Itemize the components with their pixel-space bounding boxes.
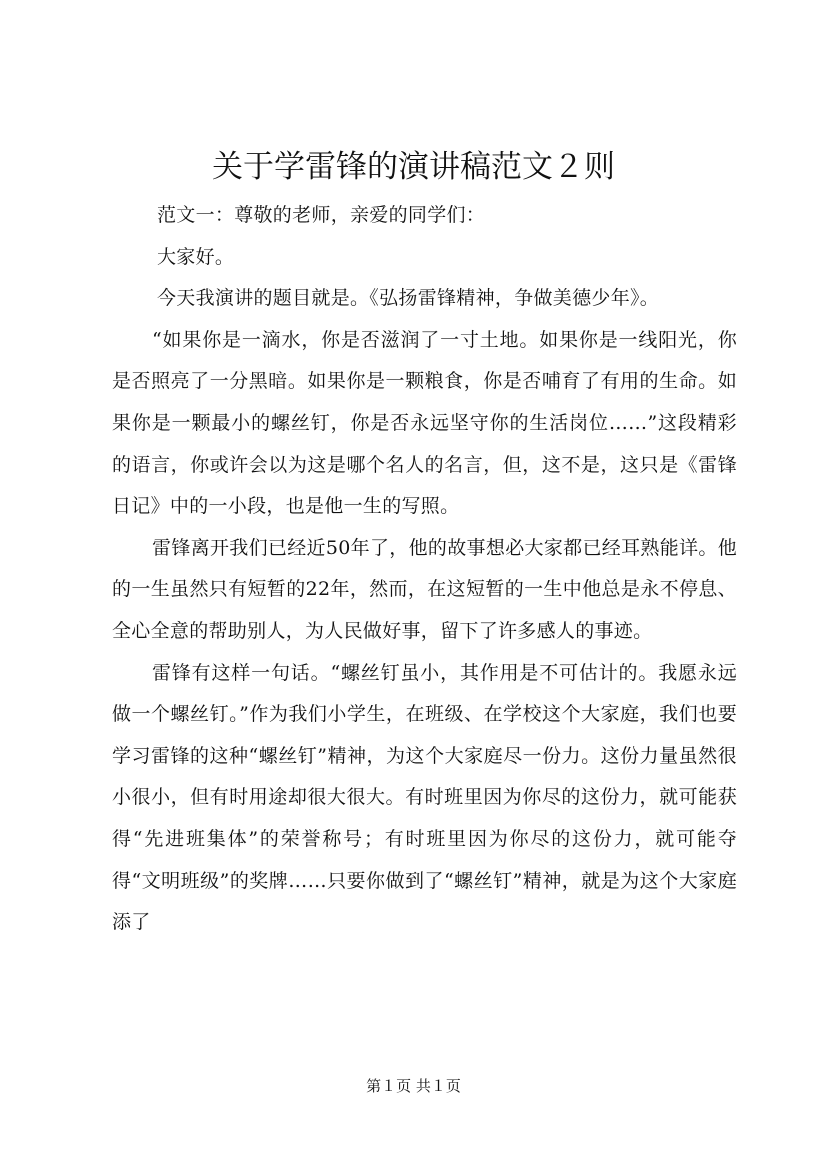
paragraph-lei-feng-life: 雷锋离开我们已经近50年了，他的故事想必大家都已经耳熟能详。他的一生虽然只有短暂的22年，然而，在这短暂的一生中他总是永不停息、全心全意的帮助别人，为人民做好事，留下了许多感人的事迹。 (112, 536, 737, 642)
paragraph-quote: “如果你是一滴水，你是否滋润了一寸土地。如果你是一线阳光，你是否照亮了一分黑暗。如果你是一颗粮食，你是否哺育了有用的生命。如果你是一颗最小的螺丝钉，你是否永远坚守你的生活岗位……”这段精彩的语言，你或许会以为这是哪个名人的名言，但，这不是，这只是《雷锋日记》中的一小段，也是他一生的写照。 (112, 328, 737, 518)
page-footer: 第１页 共１页 (366, 1077, 461, 1095)
paragraph-salutation: 范文一：尊敬的老师，亲爱的同学们： (157, 204, 486, 226)
paragraph-topic: 今天我演讲的题目就是。《弘扬雷锋精神，争做美德少年》。 (157, 287, 660, 310)
document-body (112, 195, 737, 944)
paragraph-screw-spirit: 雷锋有这样一句话。“螺丝钉虽小，其作用是不可估计的。我愿永远做一个螺丝钉。”作为我们小学生，在班级、在学校这个大家庭，我们也要学习雷锋的这种“螺丝钉”精神，为这个大家庭尽一份力。这份力量虽然很小很小，但有时用途却很大很大。有时班里因为你尽的这份力，就可能获得“先进班集体”的荣誉称号；有时班里因为你尽的这份力，就可能夺得“文明班级”的奖牌……只要你做到了“螺丝钉”精神，就是为这个大家庭添了 (112, 661, 737, 934)
page-title: 关于学雷锋的演讲稿范文２则 (212, 149, 615, 185)
paragraph-greeting: 大家好。 (157, 245, 235, 268)
